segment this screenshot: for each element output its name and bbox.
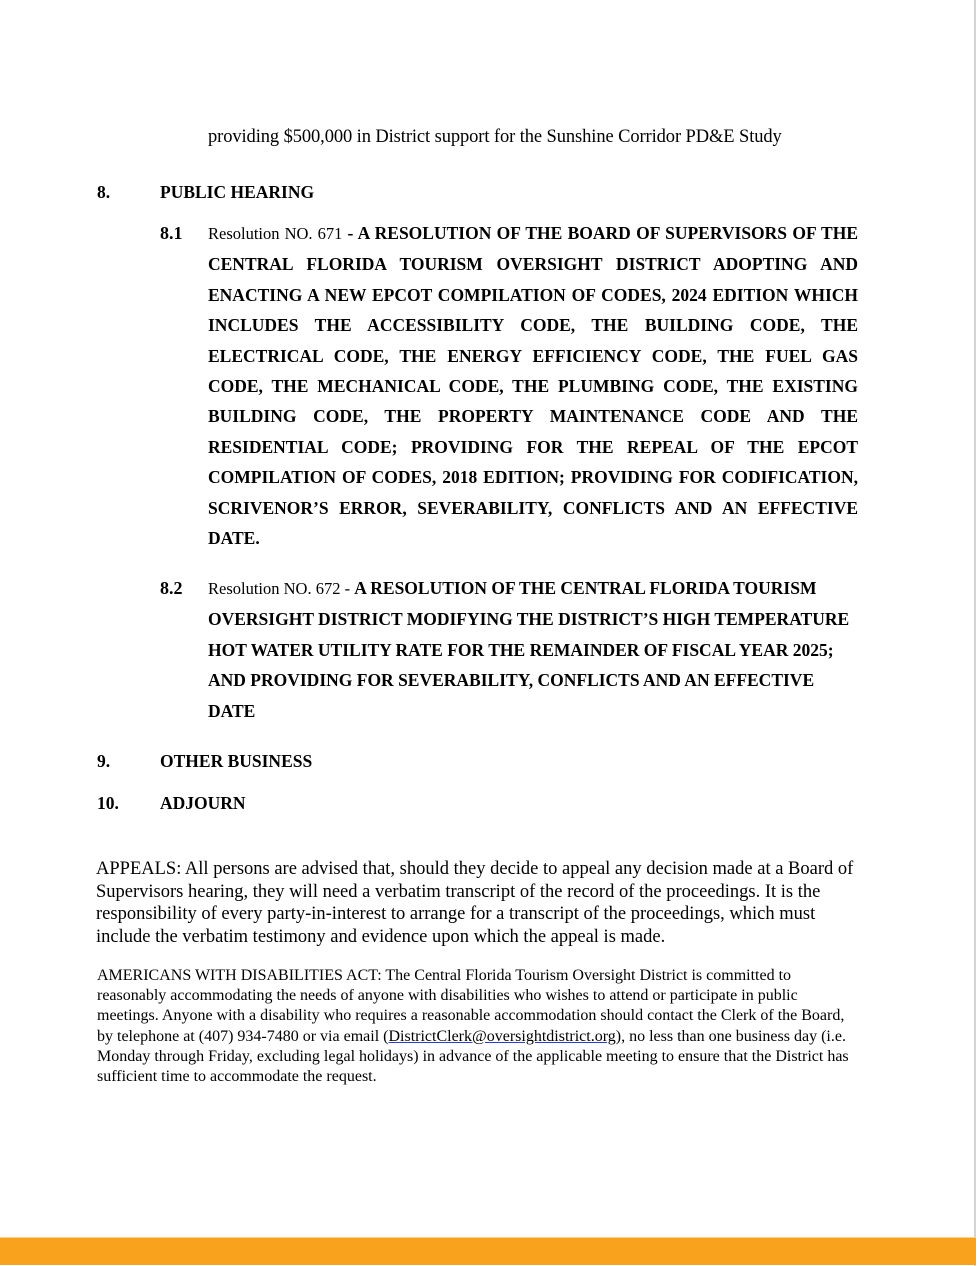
resolution-671 [208,218,858,553]
section-title-adjourn: ADJOURN [160,793,246,813]
footer-color-bar [0,1237,976,1265]
resolution-672 [208,573,858,726]
section-title-public-hearing: PUBLIC HEARING [160,182,315,202]
section-title-other-business: OTHER BUSINESS [160,751,313,771]
resolution-671-prefix: Resolution NO. 671 [208,224,348,243]
section-number-9: 9. [97,751,111,771]
section-number-8: 8. [97,182,111,202]
resolution-672-title: A RESOLUTION OF THE CENTRAL FLORIDA TOURISM OVERSIGHT DISTRICT MODIFYING THE DISTRICT’S HIGH TEMPERATURE HOT WATER UTILITY RATE FOR THE REMAINDER OF FISCAL YEAR 2025; AND PROVIDING FOR SEVERABILITY, CONFLICTS AND AN EFFECTIVE DATE [208,578,850,721]
item-number-8-1: 8.1 [160,223,183,243]
section-number-10: 10. [97,793,119,813]
appeals-notice: APPEALS: All persons are advised that, should they decide to appeal any decision made at a Board of Supervisors hearing, they will need a verbatim transcript of the record of the proceedings. It is the responsibility of every party-in-interest to arrange for a transcript of the proceedings, which must include the verbatim testimony and evidence upon which the appeal is made. [96,859,854,947]
ada-notice [97,966,857,1087]
item-number-8-2: 8.2 [160,578,183,598]
clerk-email-link[interactable]: DistrictClerk@oversightdistrict.org [388,1027,616,1045]
continuation-line: providing $500,000 in District support for the Sunshine Corridor PD&E Study [208,127,782,147]
resolution-671-title: - A RESOLUTION OF THE BOARD OF SUPERVISORS OF THE CENTRAL FLORIDA TOURISM OVERSIGHT DISTRICT ADOPTING AND ENACTING A NEW EPCOT COMPILATION OF CODES, 2024 EDITION WHICH INCLUDES THE ACCESSIBILITY CODE, THE BUILDING CODE, THE ELECTRICAL CODE, THE ENERGY EFFICIENCY CODE, THE FUEL GAS CODE, THE MECHANICAL CODE, THE PLUMBING CODE, THE EXISTING BUILDING CODE, THE PROPERTY MAINTENANCE CODE AND THE RESIDENTIAL CODE; PROVIDING FOR THE REPEAL OF THE EPCOT COMPILATION OF CODES, 2018 EDITION; PROVIDING FOR CODIFICATION, SCRIVENOR’S ERROR, SEVERABILITY, CONFLICTS AND AN EFFECTIVE DATE. [208,223,858,549]
ada-text-before: AMERICANS WITH DISABILITIES ACT: The Central Florida Tourism Oversight District is committed to reasonably accommodating the needs of anyone with disabilities who wishes to attend or participate in public meetings. Anyone with a disability who requires a reasonable accommodation should contact the Clerk of the Board, by telephone at (407) 934-7480 or via email ( [97,967,845,1045]
resolution-672-prefix: Resolution NO. 672 - [208,579,355,598]
ada-text-after: ), no less than one business day (i.e. Monday through Friday, excluding legal holidays) in advance of the applicable meeting to ensure that the District has sufficient time to accommodate the request. [97,1027,849,1086]
